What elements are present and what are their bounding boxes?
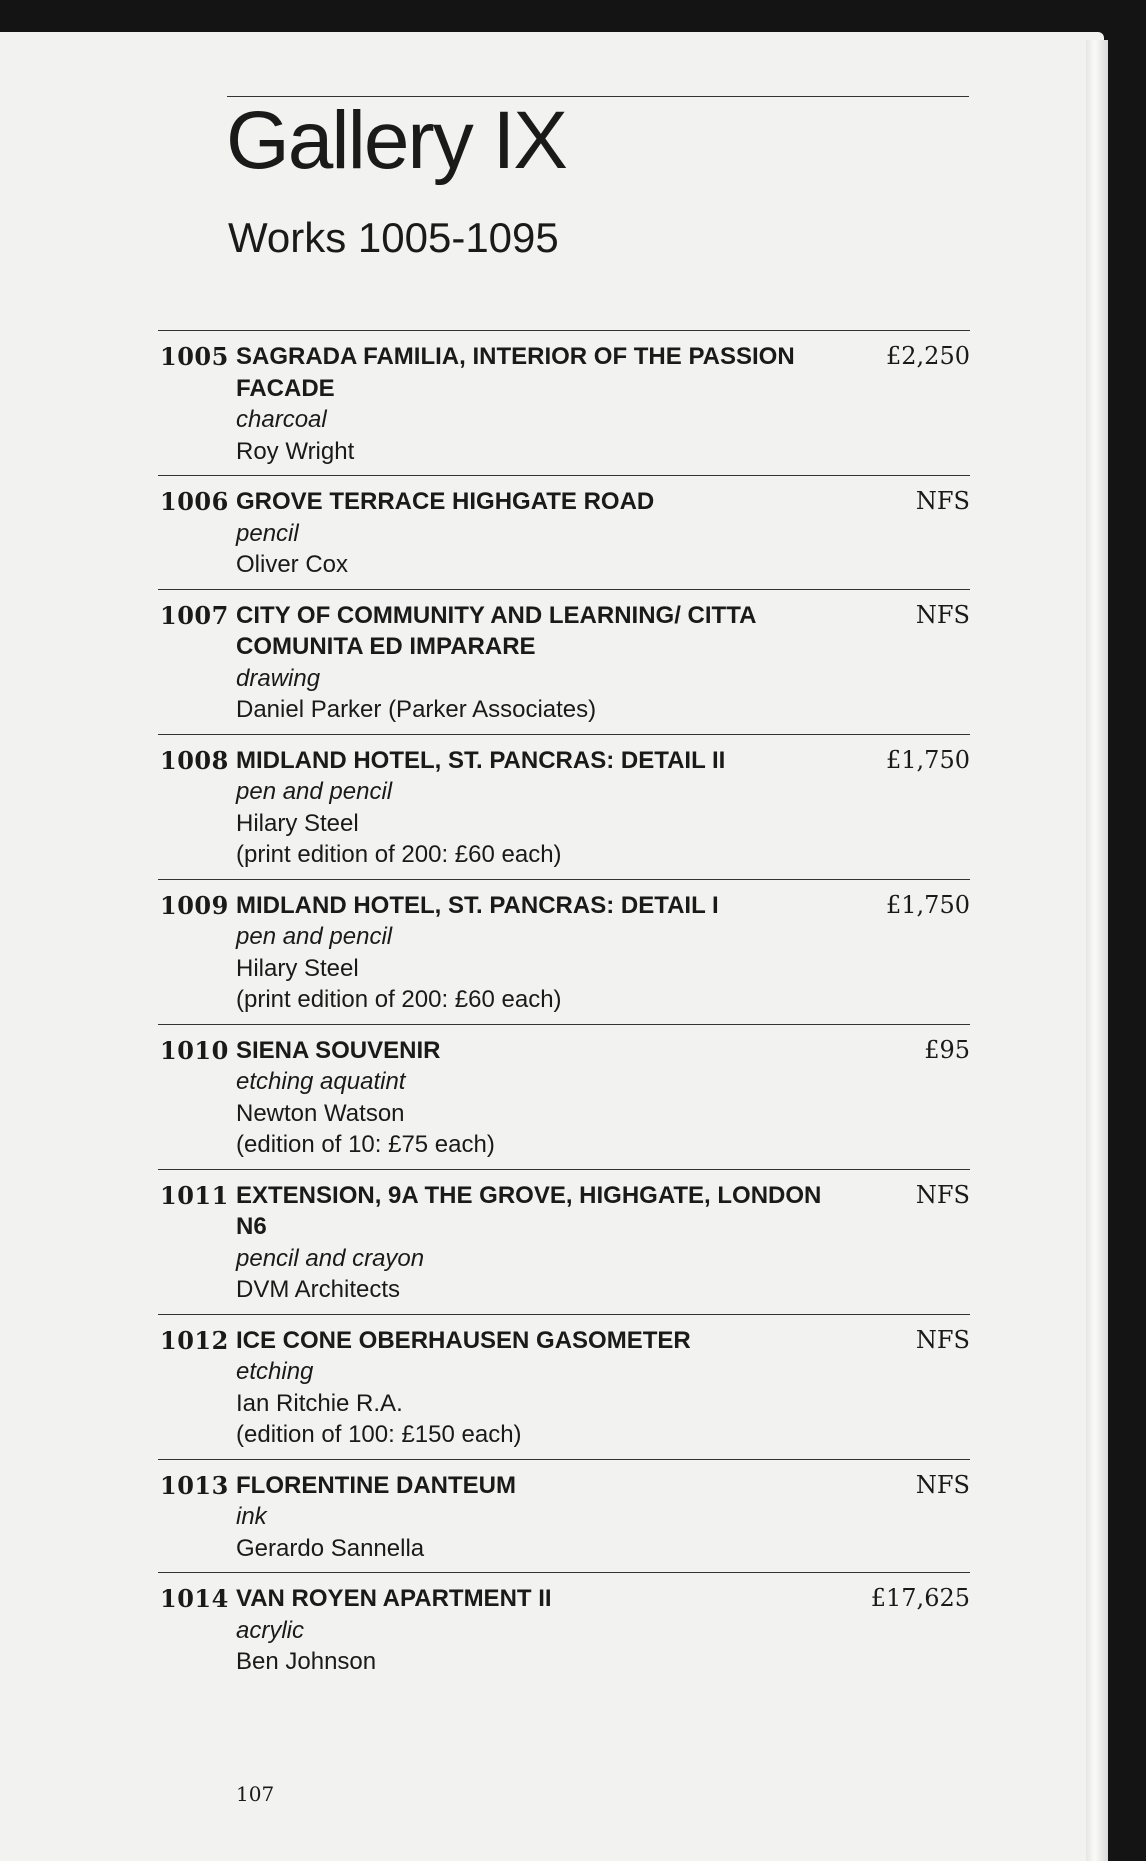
work-title: MIDLAND HOTEL, ST. PANCRAS: DETAIL II bbox=[236, 746, 726, 774]
work-medium: pencil and crayon bbox=[236, 1244, 425, 1272]
catalogue-entry bbox=[158, 879, 970, 1024]
work-medium: drawing bbox=[236, 664, 321, 692]
price: £17,625 bbox=[870, 1584, 970, 1612]
work-medium: ink bbox=[236, 1503, 267, 1530]
catalogue-number: 1008 bbox=[160, 745, 229, 775]
catalogue-number: 1014 bbox=[160, 1584, 229, 1613]
work-medium: charcoal bbox=[236, 406, 327, 433]
artist-name: Newton Watson bbox=[236, 1099, 405, 1127]
catalogue-entry bbox=[158, 1314, 970, 1459]
price: £2,250 bbox=[886, 342, 970, 370]
catalogue-entry bbox=[158, 330, 970, 475]
price: £95 bbox=[924, 1035, 970, 1064]
work-title: EXTENSION, 9A THE GROVE, HIGHGATE, LONDON N6 bbox=[236, 1181, 822, 1240]
page-number: 107 bbox=[236, 1782, 275, 1806]
gallery-title: Gallery IX bbox=[226, 95, 566, 186]
edition-note: (print edition of 200: £60 each) bbox=[236, 841, 562, 868]
catalogue-entries bbox=[158, 330, 970, 1686]
artist-name: Hilary Steel bbox=[236, 809, 359, 837]
page-edge bbox=[1086, 40, 1108, 1861]
edition-note: (edition of 100: £150 each) bbox=[236, 1421, 522, 1448]
works-range-subtitle: Works 1005-1095 bbox=[228, 214, 559, 261]
artist-name: Roy Wright bbox=[236, 437, 355, 465]
work-title: ICE CONE OBERHAUSEN GASOMETER bbox=[236, 1326, 691, 1354]
price: NFS bbox=[915, 487, 970, 515]
catalogue-entry bbox=[158, 1459, 970, 1573]
catalogue-entry bbox=[158, 475, 970, 589]
catalogue-number: 1006 bbox=[160, 487, 229, 516]
artist-name: Oliver Cox bbox=[236, 551, 349, 578]
price: NFS bbox=[915, 600, 970, 629]
work-title: CITY OF COMMUNITY AND LEARNING/ CITTA COMUNITA ED IMPARARE bbox=[236, 601, 756, 660]
catalogue-number: 1009 bbox=[160, 890, 229, 920]
work-title: VAN ROYEN APARTMENT II bbox=[236, 1585, 552, 1612]
catalogue-number: 1013 bbox=[160, 1470, 229, 1500]
edition-note: (print edition of 200: £60 each) bbox=[236, 986, 562, 1013]
price: £1,750 bbox=[886, 890, 970, 919]
edition-note: (edition of 10: £75 each) bbox=[236, 1131, 495, 1158]
artist-name: DVM Architects bbox=[236, 1276, 401, 1303]
work-medium: pen and pencil bbox=[236, 923, 393, 950]
work-title: SAGRADA FAMILIA, INTERIOR OF THE PASSION FACADE bbox=[236, 343, 795, 402]
catalogue-number: 1011 bbox=[160, 1180, 229, 1210]
price: NFS bbox=[915, 1470, 970, 1499]
artist-name: Ian Ritchie R.A. bbox=[236, 1389, 403, 1417]
catalogue-entry bbox=[158, 1572, 970, 1686]
work-title: FLORENTINE DANTEUM bbox=[236, 1471, 516, 1499]
catalogue-number: 1010 bbox=[160, 1035, 229, 1065]
catalogue-entry bbox=[158, 1024, 970, 1169]
work-title: MIDLAND HOTEL, ST. PANCRAS: DETAIL I bbox=[236, 891, 719, 919]
catalogue-number: 1005 bbox=[160, 342, 229, 371]
price: NFS bbox=[915, 1180, 970, 1209]
catalogue-number: 1007 bbox=[160, 600, 229, 630]
catalogue-entry bbox=[158, 1169, 970, 1314]
artist-name: Ben Johnson bbox=[236, 1648, 377, 1675]
work-medium: pencil bbox=[236, 519, 299, 547]
catalogue-number: 1012 bbox=[160, 1325, 229, 1355]
price: £1,750 bbox=[886, 745, 970, 774]
artist-name: Gerardo Sannella bbox=[236, 1534, 425, 1562]
work-title: GROVE TERRACE HIGHGATE ROAD bbox=[236, 488, 655, 515]
price: NFS bbox=[915, 1325, 970, 1354]
work-medium: acrylic bbox=[236, 1616, 305, 1644]
catalogue-entry bbox=[158, 734, 970, 879]
artist-name: Daniel Parker (Parker Associates) bbox=[236, 696, 597, 723]
catalogue-entry bbox=[158, 589, 970, 734]
work-title: SIENA SOUVENIR bbox=[236, 1036, 441, 1064]
artist-name: Hilary Steel bbox=[236, 954, 359, 982]
work-medium: etching bbox=[236, 1358, 314, 1385]
work-medium: pen and pencil bbox=[236, 778, 393, 805]
work-medium: etching aquatint bbox=[236, 1068, 406, 1095]
